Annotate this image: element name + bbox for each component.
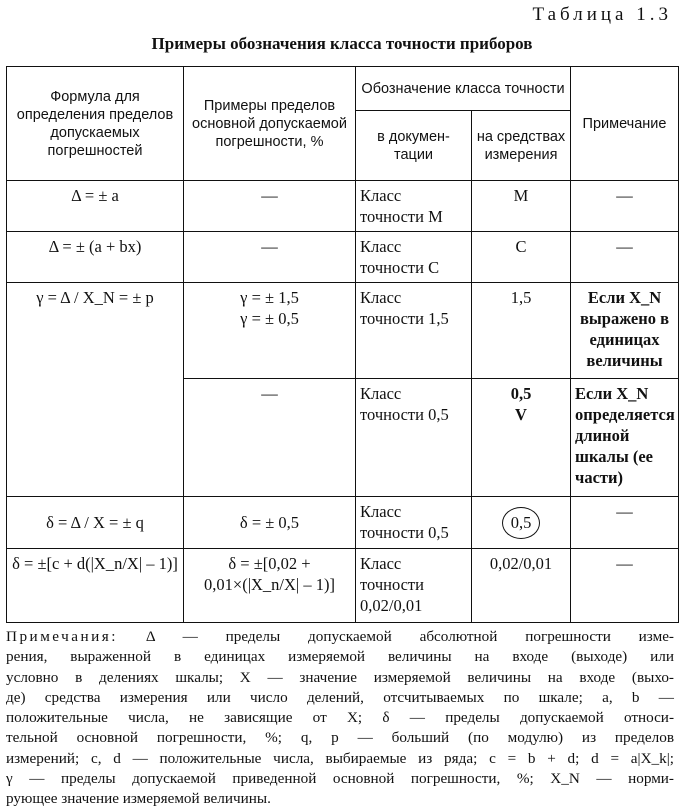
notes-line: тельной основной погрешности, %; q, p — больший (по модулю) из пределов: [6, 729, 674, 747]
header-formula: Формула для определения пределов допускаемых погрешностей: [7, 67, 184, 181]
header-limits: Примеры пределов основной допускаемой погрешности, %: [184, 67, 356, 181]
instrument-value-check: V: [515, 405, 527, 424]
instrument-cell: М: [472, 181, 571, 232]
note-cell: —: [571, 232, 679, 283]
header-on-instruments: на средствах измерения: [472, 111, 571, 181]
formula-cell: δ = ±[c + d(|X_n/X| – 1)]: [7, 549, 184, 623]
note-cell: Если X_N определяется длиной шкалы (ее части): [571, 379, 679, 497]
instrument-cell: [472, 497, 571, 549]
note-cell: —: [571, 549, 679, 623]
limits-cell: δ = ± 0,5: [184, 497, 356, 549]
notes-line: де) средства измерения или число делений, отсчитываемых по шкале; a, b —: [6, 688, 674, 706]
notes-line: рующее значение измеряемой величины.: [6, 790, 271, 808]
doc-cell: Класс точности 1,5: [356, 283, 472, 379]
table-row: [7, 232, 679, 283]
instrument-cell: 0,02/0,01: [472, 549, 571, 623]
limits-cell: δ = ±[0,02 + 0,01×(|X_n/X| – 1)]: [184, 549, 356, 623]
notes-line: [6, 627, 674, 647]
circled-class-mark: 0,5: [502, 507, 540, 539]
table-row: [7, 549, 679, 623]
table-row: [7, 181, 679, 232]
limits-cell: —: [184, 379, 356, 497]
notes-line: γ — пределы допускаемой приведенной основной погрешности, %; X_N — норми-: [6, 770, 674, 788]
accuracy-class-table: [6, 66, 679, 623]
formula-cell: Δ = ± (a + bx): [7, 232, 184, 283]
table-number: Таблица 1.3: [532, 4, 672, 25]
doc-cell: Класс точности С: [356, 232, 472, 283]
limits-value-extra: γ = ± 0,5: [240, 309, 299, 328]
notes-line: условно в делениях шкалы; X — значение измеряемой величины на входе (выхо-: [6, 668, 674, 686]
instrument-cell: 1,5: [472, 283, 571, 379]
instrument-value: 0,5: [510, 384, 532, 403]
instrument-cell: [472, 379, 571, 497]
doc-cell: Класс точности М: [356, 181, 472, 232]
limits-cell: —: [184, 181, 356, 232]
note-cell: Если X_N выражено в единицах величины: [571, 283, 679, 379]
instrument-cell: С: [472, 232, 571, 283]
formula-cell: γ = Δ / X_N = ± p: [7, 283, 184, 497]
header-designation: Обозначение класса точности: [356, 67, 571, 111]
note-cell: —: [571, 497, 679, 549]
doc-cell: Класс точности 0,5: [356, 379, 472, 497]
notes-line-text: Δ — пределы допускаемой абсолютной погрешности изме-: [145, 628, 674, 645]
doc-cell: Класс точности 0,5: [356, 497, 472, 549]
notes-block: [6, 627, 674, 810]
table-row: [7, 497, 679, 549]
notes-line: рения, выраженной в единицах измеряемой величины на входе (выходе) или: [6, 648, 674, 666]
note-cell: —: [571, 181, 679, 232]
table-title: Примеры обозначения класса точности приборов: [151, 34, 533, 53]
header-note: Примечание: [571, 67, 679, 181]
limits-value: γ = ± 1,5: [240, 288, 299, 307]
formula-cell: Δ = ± a: [7, 181, 184, 232]
limits-cell: [184, 283, 356, 379]
limits-cell: —: [184, 232, 356, 283]
header-in-docs: в докумен-тации: [356, 111, 472, 181]
notes-line: измерений; c, d — положительные числа, выбираемые из ряда; c = b + d; d = a|X_k|;: [6, 749, 674, 767]
notes-line: положительные числа, не зависящие от X; δ — пределы допускаемой относи-: [6, 709, 674, 727]
table-row: [7, 283, 679, 379]
doc-cell: Класс точности 0,02/0,01: [356, 549, 472, 623]
formula-cell: δ = Δ / X = ± q: [7, 497, 184, 549]
notes-heading: Примечания:: [6, 628, 119, 645]
